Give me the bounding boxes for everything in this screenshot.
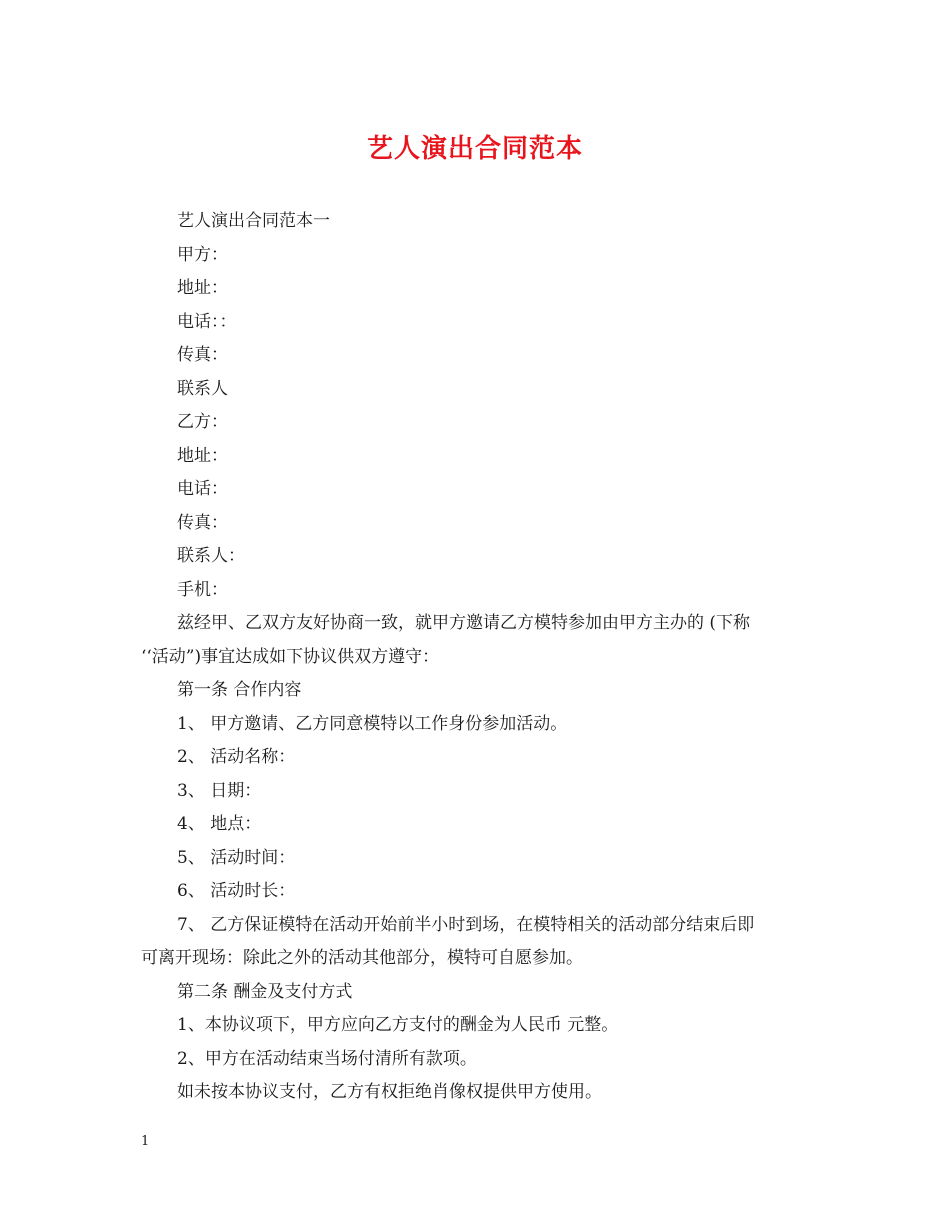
party-b-label: 乙方： — [177, 412, 228, 432]
document-title: 艺人演出合同范本 — [366, 134, 583, 164]
document-body — [141, 205, 816, 1110]
party-b-mobile: 手机： — [177, 579, 228, 600]
article-1-item-1: 1、 甲方邀请、乙方同意模特以工作身份参加活动。 — [177, 713, 568, 734]
article-1-item-5: 5、 活动时间： — [177, 847, 296, 868]
intro-paragraph-line-1: 兹经甲、乙双方友好协商一致，就甲方邀请乙方模特参加由甲方主办的 (下称 — [177, 613, 751, 633]
intro-paragraph-line-2: ‘‘活动”)事宜达成如下协议供双方遵守： — [141, 646, 440, 667]
party-a-fax: 传真： — [177, 345, 228, 365]
article-2-item-2: 2、甲方在活动结束当场付清所有款项。 — [177, 1048, 477, 1069]
party-b-contact: 联系人： — [177, 546, 245, 566]
article-1-item-2: 2、 活动名称： — [177, 747, 296, 767]
party-b-phone: 电话： — [177, 479, 228, 499]
article-1-item-7-line-1: 7、 乙方保证模特在活动开始前半小时到场，在模特相关的活动部分结束后即 — [177, 914, 755, 935]
article-2-heading: 第二条 酬金及支付方式 — [177, 981, 353, 1002]
article-1-item-4: 4、 地点： — [177, 814, 262, 834]
article-2-note: 如未按本协议支付，乙方有权拒绝肖像权提供甲方使用。 — [177, 1082, 602, 1102]
article-2-item-1: 1、本协议项下，甲方应向乙方支付的酬金为人民币 元整。 — [177, 1015, 619, 1035]
party-a-address: 地址： — [177, 278, 228, 298]
party-b-address: 地址： — [177, 445, 228, 466]
article-1-item-6: 6、 活动时长： — [177, 881, 296, 901]
page-number: 1 — [141, 1134, 150, 1149]
party-b-fax: 传真： — [177, 512, 228, 533]
subtitle-line: 艺人演出合同范本一 — [177, 211, 330, 231]
party-a-contact: 联系人 — [177, 378, 228, 399]
article-1-heading: 第一条 合作内容 — [177, 680, 302, 700]
party-a-phone: 电话：： — [177, 311, 237, 332]
article-1-item-7-line-2: 可离开现场：除此之外的活动其他部分，模特可自愿参加。 — [141, 948, 583, 968]
article-1-item-3: 3、 日期： — [177, 780, 262, 801]
party-a-label: 甲方： — [177, 244, 228, 265]
